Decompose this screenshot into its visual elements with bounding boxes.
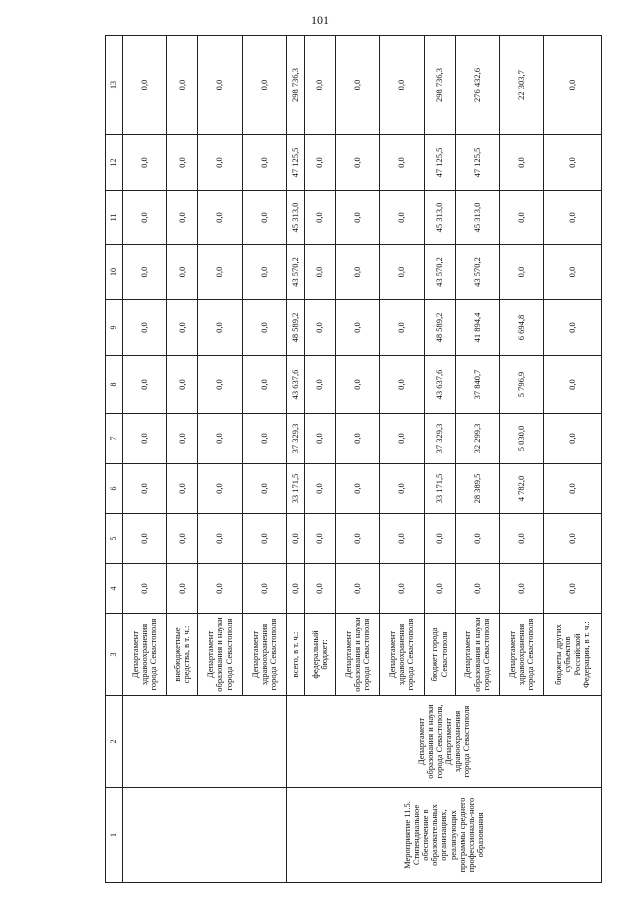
value-cell: 0,0 xyxy=(167,300,198,356)
activity-executors: Департамент образования и науки города Севастополя, Департамент здравоохранения города Севастополя xyxy=(287,696,602,788)
value-cell: 0,0 xyxy=(335,300,379,356)
value-cell: 0,0 xyxy=(198,464,242,514)
value-cell: 0,0 xyxy=(544,356,602,414)
value-cell: 0,0 xyxy=(544,564,602,614)
empty-cell xyxy=(123,696,287,788)
value-cell: 0,0 xyxy=(167,245,198,300)
value-cell: 0,0 xyxy=(544,464,602,514)
value-cell: 0,0 xyxy=(380,564,424,614)
value-cell: 0,0 xyxy=(544,514,602,564)
value-cell: 43 570,2 xyxy=(455,245,499,300)
header-cell: 3 xyxy=(106,614,123,696)
value-cell: 0,0 xyxy=(544,191,602,245)
row-label: Департамент здравоохранения города Севастополя xyxy=(380,614,424,696)
value-cell: 0,0 xyxy=(198,135,242,191)
value-cell: 0,0 xyxy=(304,135,335,191)
header-cell: 11 xyxy=(106,191,123,245)
value-cell: 48 589,2 xyxy=(287,300,305,356)
value-cell: 0,0 xyxy=(544,135,602,191)
value-cell: 0,0 xyxy=(544,36,602,135)
value-cell: 0,0 xyxy=(198,356,242,414)
value-cell: 0,0 xyxy=(123,564,167,614)
value-cell: 0,0 xyxy=(304,300,335,356)
value-cell: 41 894,4 xyxy=(455,300,499,356)
value-cell: 0,0 xyxy=(304,356,335,414)
value-cell: 0,0 xyxy=(242,414,286,464)
value-cell: 0,0 xyxy=(123,191,167,245)
value-cell: 0,0 xyxy=(167,514,198,564)
value-cell: 0,0 xyxy=(380,300,424,356)
value-cell: 0,0 xyxy=(335,191,379,245)
value-cell: 0,0 xyxy=(304,245,335,300)
value-cell: 0,0 xyxy=(499,564,543,614)
value-cell: 0,0 xyxy=(544,414,602,464)
value-cell: 0,0 xyxy=(544,245,602,300)
value-cell: 0,0 xyxy=(455,564,499,614)
value-cell: 0,0 xyxy=(287,514,305,564)
value-cell: 43 570,2 xyxy=(287,245,305,300)
page-number: 101 xyxy=(311,13,329,27)
value-cell: 0,0 xyxy=(242,300,286,356)
value-cell: 0,0 xyxy=(499,135,543,191)
value-cell: 37 329,3 xyxy=(424,414,455,464)
table-row xyxy=(123,36,167,883)
table-row xyxy=(287,36,305,883)
value-cell: 0,0 xyxy=(304,191,335,245)
table-body xyxy=(123,36,602,883)
value-cell: 0,0 xyxy=(167,564,198,614)
row-label: бюджет города Севастополя xyxy=(424,614,455,696)
value-cell: 0,0 xyxy=(335,564,379,614)
value-cell: 0,0 xyxy=(335,414,379,464)
value-cell: 0,0 xyxy=(380,464,424,514)
value-cell: 47 125,5 xyxy=(424,135,455,191)
value-cell: 5 030,0 xyxy=(499,414,543,464)
value-cell: 0,0 xyxy=(167,414,198,464)
row-label: федеральный бюджет: xyxy=(304,614,335,696)
value-cell: 0,0 xyxy=(123,464,167,514)
value-cell: 0,0 xyxy=(242,564,286,614)
value-cell: 0,0 xyxy=(123,356,167,414)
value-cell: 276 432,6 xyxy=(455,36,499,135)
value-cell: 298 736,3 xyxy=(287,36,305,135)
value-cell: 0,0 xyxy=(123,514,167,564)
value-cell: 0,0 xyxy=(380,36,424,135)
value-cell: 6 694,8 xyxy=(499,300,543,356)
value-cell: 298 736,3 xyxy=(424,36,455,135)
row-label: Департамент здравоохранения города Севастополя xyxy=(499,614,543,696)
header-cell: 5 xyxy=(106,514,123,564)
value-cell: 37 329,3 xyxy=(287,414,305,464)
value-cell: 0,0 xyxy=(198,300,242,356)
value-cell: 0,0 xyxy=(242,356,286,414)
value-cell: 0,0 xyxy=(424,514,455,564)
value-cell: 45 313,0 xyxy=(424,191,455,245)
value-cell: 0,0 xyxy=(544,300,602,356)
value-cell: 0,0 xyxy=(167,464,198,514)
header-cell: 13 xyxy=(106,36,123,135)
header-cell: 1 xyxy=(106,788,123,883)
empty-cell xyxy=(123,788,287,883)
value-cell: 45 313,0 xyxy=(455,191,499,245)
activity-name: Мероприятие 11.5. Стипендиальное обеспечение в образовательных организациях, реализующих программы среднего профессиональ-ного образования xyxy=(287,788,602,883)
value-cell: 4 782,0 xyxy=(499,464,543,514)
value-cell: 0,0 xyxy=(380,245,424,300)
header-cell: 8 xyxy=(106,356,123,414)
value-cell: 0,0 xyxy=(424,564,455,614)
value-cell: 0,0 xyxy=(287,564,305,614)
row-label: Департамент образования и науки города Севастополя xyxy=(198,614,242,696)
value-cell: 47 125,5 xyxy=(287,135,305,191)
value-cell: 0,0 xyxy=(335,464,379,514)
value-cell: 22 303,7 xyxy=(499,36,543,135)
header-cell: 12 xyxy=(106,135,123,191)
value-cell: 33 171,5 xyxy=(424,464,455,514)
value-cell: 43 570,2 xyxy=(424,245,455,300)
value-cell: 0,0 xyxy=(242,36,286,135)
value-cell: 0,0 xyxy=(123,135,167,191)
rotated-table-wrapper xyxy=(105,36,602,883)
value-cell: 5 796,9 xyxy=(499,356,543,414)
value-cell: 0,0 xyxy=(304,564,335,614)
value-cell: 0,0 xyxy=(499,514,543,564)
budget-table xyxy=(105,35,602,883)
header-cell: 9 xyxy=(106,300,123,356)
row-label: Департамент образования и науки города Севастополя xyxy=(455,614,499,696)
value-cell: 0,0 xyxy=(123,245,167,300)
value-cell: 0,0 xyxy=(335,245,379,300)
row-label: Департамент здравоохранения города Севастополя xyxy=(242,614,286,696)
header-cell: 2 xyxy=(106,696,123,788)
value-cell: 45 313,0 xyxy=(287,191,305,245)
value-cell: 0,0 xyxy=(242,514,286,564)
value-cell: 48 589,2 xyxy=(424,300,455,356)
value-cell: 0,0 xyxy=(380,414,424,464)
header-row xyxy=(106,36,123,883)
value-cell: 0,0 xyxy=(198,414,242,464)
value-cell: 0,0 xyxy=(335,135,379,191)
value-cell: 0,0 xyxy=(198,36,242,135)
value-cell: 43 637,6 xyxy=(424,356,455,414)
row-label: Департамент здравоохранения города Севастополя xyxy=(123,614,167,696)
value-cell: 0,0 xyxy=(499,191,543,245)
value-cell: 43 637,6 xyxy=(287,356,305,414)
value-cell: 0,0 xyxy=(123,414,167,464)
value-cell: 0,0 xyxy=(335,514,379,564)
row-label: всего, в т. ч.: xyxy=(287,614,305,696)
value-cell: 28 389,5 xyxy=(455,464,499,514)
value-cell: 32 299,3 xyxy=(455,414,499,464)
value-cell: 0,0 xyxy=(123,300,167,356)
value-cell: 47 125,5 xyxy=(455,135,499,191)
value-cell: 0,0 xyxy=(304,514,335,564)
value-cell: 0,0 xyxy=(242,135,286,191)
value-cell: 0,0 xyxy=(380,514,424,564)
value-cell: 0,0 xyxy=(167,135,198,191)
value-cell: 0,0 xyxy=(198,564,242,614)
header-cell: 7 xyxy=(106,414,123,464)
row-label: внебюджетные средства, в т. ч.: xyxy=(167,614,198,696)
value-cell: 0,0 xyxy=(304,36,335,135)
value-cell: 0,0 xyxy=(455,514,499,564)
row-label: бюджеты других субъектов Российской Федерации, в т. ч.: xyxy=(544,614,602,696)
value-cell: 0,0 xyxy=(335,356,379,414)
value-cell: 37 840,7 xyxy=(455,356,499,414)
value-cell: 0,0 xyxy=(499,245,543,300)
header-cell: 4 xyxy=(106,564,123,614)
row-label: Департамент образования и науки города Севастополя xyxy=(335,614,379,696)
value-cell: 0,0 xyxy=(380,191,424,245)
value-cell: 0,0 xyxy=(167,191,198,245)
value-cell: 0,0 xyxy=(242,191,286,245)
value-cell: 0,0 xyxy=(242,464,286,514)
value-cell: 0,0 xyxy=(198,191,242,245)
header-cell: 10 xyxy=(106,245,123,300)
value-cell: 0,0 xyxy=(380,135,424,191)
value-cell: 0,0 xyxy=(304,464,335,514)
header-cell: 6 xyxy=(106,464,123,514)
value-cell: 0,0 xyxy=(304,414,335,464)
value-cell: 0,0 xyxy=(380,356,424,414)
value-cell: 0,0 xyxy=(123,36,167,135)
value-cell: 0,0 xyxy=(198,245,242,300)
value-cell: 0,0 xyxy=(242,245,286,300)
value-cell: 0,0 xyxy=(167,36,198,135)
value-cell: 0,0 xyxy=(335,36,379,135)
value-cell: 33 171,5 xyxy=(287,464,305,514)
value-cell: 0,0 xyxy=(198,514,242,564)
value-cell: 0,0 xyxy=(167,356,198,414)
